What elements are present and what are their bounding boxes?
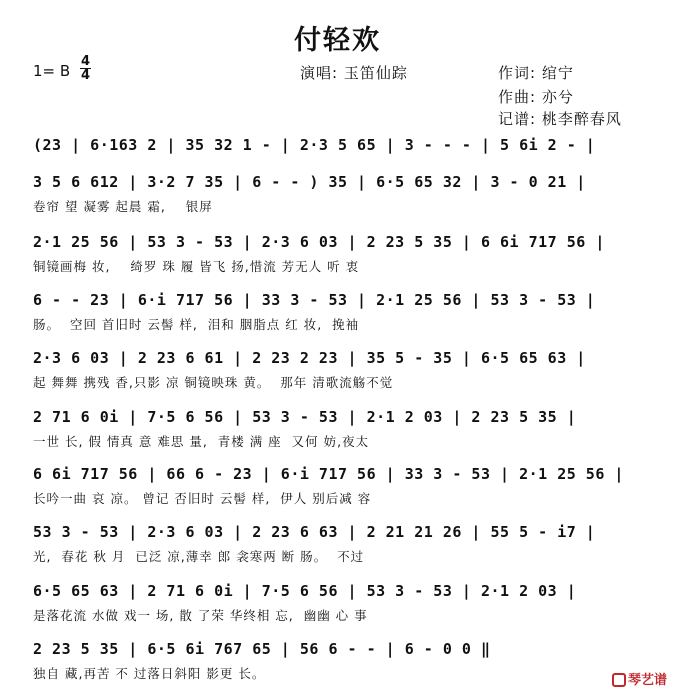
lyric-line	[33, 197, 643, 213]
notation-text: 2·3 6 03 | 2 23 6 61 | 2 23 2 23 | 35 5 - 35 | 6·5 65 63 |	[33, 349, 586, 367]
lyric-text: 肠。 空回 首旧时 云髻 样, 泪和 胭脂点 红 妆, 挽袖	[33, 317, 360, 332]
notation-line	[33, 136, 643, 156]
lyric-text: 长吟一曲 哀 凉。 曾记 否旧时 云髻 样, 伊人 别后减 容	[33, 491, 372, 506]
transcriber-credit: 记谱: 桃李醉春风	[498, 110, 622, 128]
time-signature-bottom: 4	[81, 68, 91, 83]
notation-line	[33, 582, 643, 602]
singer-credit: 演唱: 玉笛仙踪	[300, 64, 408, 82]
notation-text: 2·1 25 56 | 53 3 - 53 | 2·3 6 03 | 2 23 5 35 | 6 6i 717 56 |	[33, 233, 605, 251]
notation-line	[33, 233, 643, 253]
lyric-line	[33, 257, 643, 273]
notation-text: 2 71 6 0i | 7·5 6 56 | 53 3 - 53 | 2·1 2 03 | 2 23 5 35 |	[33, 408, 577, 426]
notation-line	[33, 291, 643, 311]
lyric-text: 起 舞舞 携残 香,只影 凉 铜镜映珠 黄。 那年 清歌流觞不觉	[33, 375, 394, 390]
lyric-line	[33, 373, 643, 389]
lyric-line	[33, 606, 643, 622]
lyricist-credit: 作词: 绾宁	[498, 64, 574, 82]
notation-line	[33, 640, 643, 660]
notation-text: 53 3 - 53 | 2·3 6 03 | 2 23 6 63 | 2 21 21 26 | 55 5 - i7 |	[33, 523, 596, 541]
composer-credit: 作曲: 亦兮	[498, 88, 574, 106]
song-title: 付轻欢	[294, 25, 381, 56]
notation-text: 6·5 65 63 | 2 71 6 0i | 7·5 6 56 | 53 3 - 53 | 2·1 2 03 |	[33, 582, 577, 600]
time-signature	[80, 55, 91, 82]
notation-text: 6 - - 23 | 6·i 717 56 | 33 3 - 53 | 2·1 25 56 | 53 3 - 53 |	[33, 291, 596, 309]
watermark-text: 琴艺谱	[627, 673, 667, 688]
notation-line	[33, 408, 643, 428]
notation-line	[33, 349, 643, 369]
lyric-text: 光, 春花 秋 月 已泛 凉,薄幸 郎 衾寒两 断 肠。 不过	[33, 549, 365, 564]
lyric-line	[33, 489, 643, 505]
watermark-logo	[612, 669, 667, 688]
lyric-line	[33, 547, 643, 563]
time-signature-top: 4	[81, 54, 91, 69]
notation-line	[33, 523, 643, 543]
notation-text: 3 5 6 612 | 3·2 7 35 | 6 - - ) 35 | 6·5 65 32 | 3 - 0 21 |	[33, 173, 586, 191]
lyric-text: 独自 藏,再苦 不 过落日斜阳 影更 长。	[33, 666, 266, 681]
lyric-line	[33, 432, 643, 448]
notation-line	[33, 173, 643, 193]
logo-icon	[612, 673, 626, 687]
lyric-text: 卷帘 望 凝雾 起晨 霜, 银屏	[33, 199, 213, 214]
notation-line	[33, 465, 643, 485]
lyric-line	[33, 664, 643, 680]
lyric-text: 一世 长, 假 情真 意 难思 量, 青楼 满 座 又何 妨,夜太	[33, 434, 370, 449]
notation-text: 6 6i 717 56 | 66 6 - 23 | 6·i 717 56 | 33 3 - 53 | 2·1 25 56 |	[33, 465, 624, 483]
key-signature: 1= B	[33, 62, 71, 80]
notation-text: (23 | 6·163 2 | 35 32 1 - | 2·3 5 65 | 3 - - - | 5 6i 2 - |	[33, 136, 596, 154]
lyric-text: 是落花流 水做 戏一 场, 散 了荣 华终相 忘, 幽幽 心 事	[33, 608, 368, 623]
notation-text: 2 23 5 35 | 6·5 6i 767 65 | 56 6 - - | 6 - 0 0 ‖	[33, 640, 491, 658]
lyric-line	[33, 315, 643, 331]
lyric-text: 铜镜画梅 妆, 绮罗 珠 履 皆飞 扬,惜流 芳无人 听 衷	[33, 259, 360, 274]
